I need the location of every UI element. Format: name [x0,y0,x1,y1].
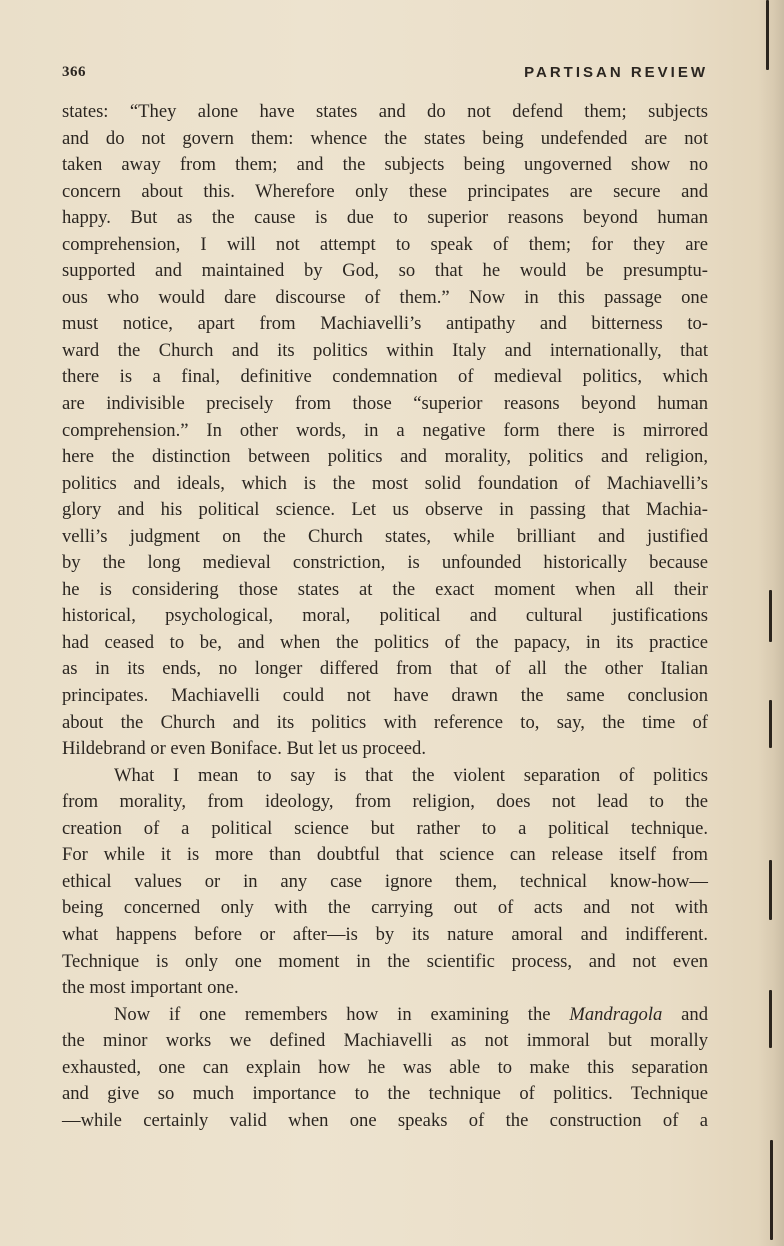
text-line: concern about this. Wherefore only these principates are secure and [62,180,708,202]
text-line: ward the Church and its politics within Italy and internationally, that [62,339,708,361]
text-line: principates. Machiavelli could not have drawn the same conclusion [62,685,708,707]
text-line: and do not govern them: whence the states being undefended are not [62,127,708,149]
page-edge-mark [769,700,772,748]
text-line: as in its ends, no longer differed from that of all the other Italian [62,658,708,680]
text-segment: Now if one remembers how in examining the [114,1003,570,1025]
page-edge-mark [770,1140,773,1240]
page-edge-mark [769,590,772,642]
page-edge-mark [766,0,769,70]
text-line: about the Church and its politics with reference to, say, the time of [62,711,708,733]
text-line: glory and his political science. Let us observe in passing that Machia- [62,499,708,521]
text-line: must notice, apart from Machiavelli’s antipathy and bitterness to- [62,313,708,335]
italic-title: Mandragola [569,1003,663,1025]
text-segment: and [662,1003,708,1025]
text-line: comprehension.” In other words, in a negative form there is mirrored [62,419,708,441]
text-line: and give so much importance to the technique of politics. Technique [62,1083,708,1105]
body-text [62,99,708,1134]
page-edge-mark [769,990,772,1048]
text-line: velli’s judgment on the Church states, while brilliant and justified [62,525,708,547]
text-line: by the long medieval constriction, is unfounded historically because [62,552,708,574]
text-line: from morality, from ideology, from religion, does not lead to the [62,791,708,813]
text-line: comprehension, I will not attempt to speak of them; for they are [62,233,708,255]
text-line: politics and ideals, which is the most solid foundation of Machiavelli’s [62,472,708,494]
paragraph-first-line: What I mean to say is that the violent separation of politics [114,764,708,786]
page-number: 366 [62,64,86,80]
text-line: historical, psychological, moral, political and cultural justifications [62,605,708,627]
text-line: the minor works we defined Machiavelli as not immoral but morally [62,1030,708,1052]
text-line: happy. But as the cause is due to superior reasons beyond human [62,207,708,229]
page-edge-mark [769,860,772,920]
paragraph-first-line [62,1002,708,1029]
text-line: being concerned only with the carrying out of acts and not with [62,897,708,919]
text-line: taken away from them; and the subjects being ungoverned show no [62,154,708,176]
text-line: there is a final, definitive condemnation of medieval politics, which [62,366,708,388]
running-head [62,64,708,84]
text-line: are indivisible precisely from those “superior reasons beyond human [62,393,708,415]
text-line: here the distinction between politics and morality, politics and religion, [62,446,708,468]
text-line: ous who would dare discourse of them.” Now in this passage one [62,286,708,308]
journal-title: PARTISAN REVIEW [524,64,708,81]
text-line: what happens before or after—is by its nature amoral and indifferent. [62,923,708,945]
text-line: —while certainly valid when one speaks of the construction of a [62,1109,708,1131]
text-line: he is considering those states at the exact moment when all their [62,578,708,600]
text-line: states: “They alone have states and do not defend them; subjects [62,101,708,122]
text-line: For while it is more than doubtful that science can release itself from [62,844,708,866]
page-edge-shadow [758,0,784,1246]
text-line: Technique is only one moment in the scientific process, and not even [62,950,708,972]
text-line: had ceased to be, and when the politics of the papacy, in its practice [62,631,708,653]
text-line: supported and maintained by God, so that he would be presumptu- [62,260,708,282]
text-line: the most important one. [62,977,239,999]
text-line: exhausted, one can explain how he was able to make this separation [62,1056,708,1078]
text-line: creation of a political science but rather to a political technique. [62,817,708,839]
text-line: Hildebrand or even Boniface. But let us proceed. [62,738,427,760]
text-line: ethical values or in any case ignore them, technical know-how— [62,870,708,892]
